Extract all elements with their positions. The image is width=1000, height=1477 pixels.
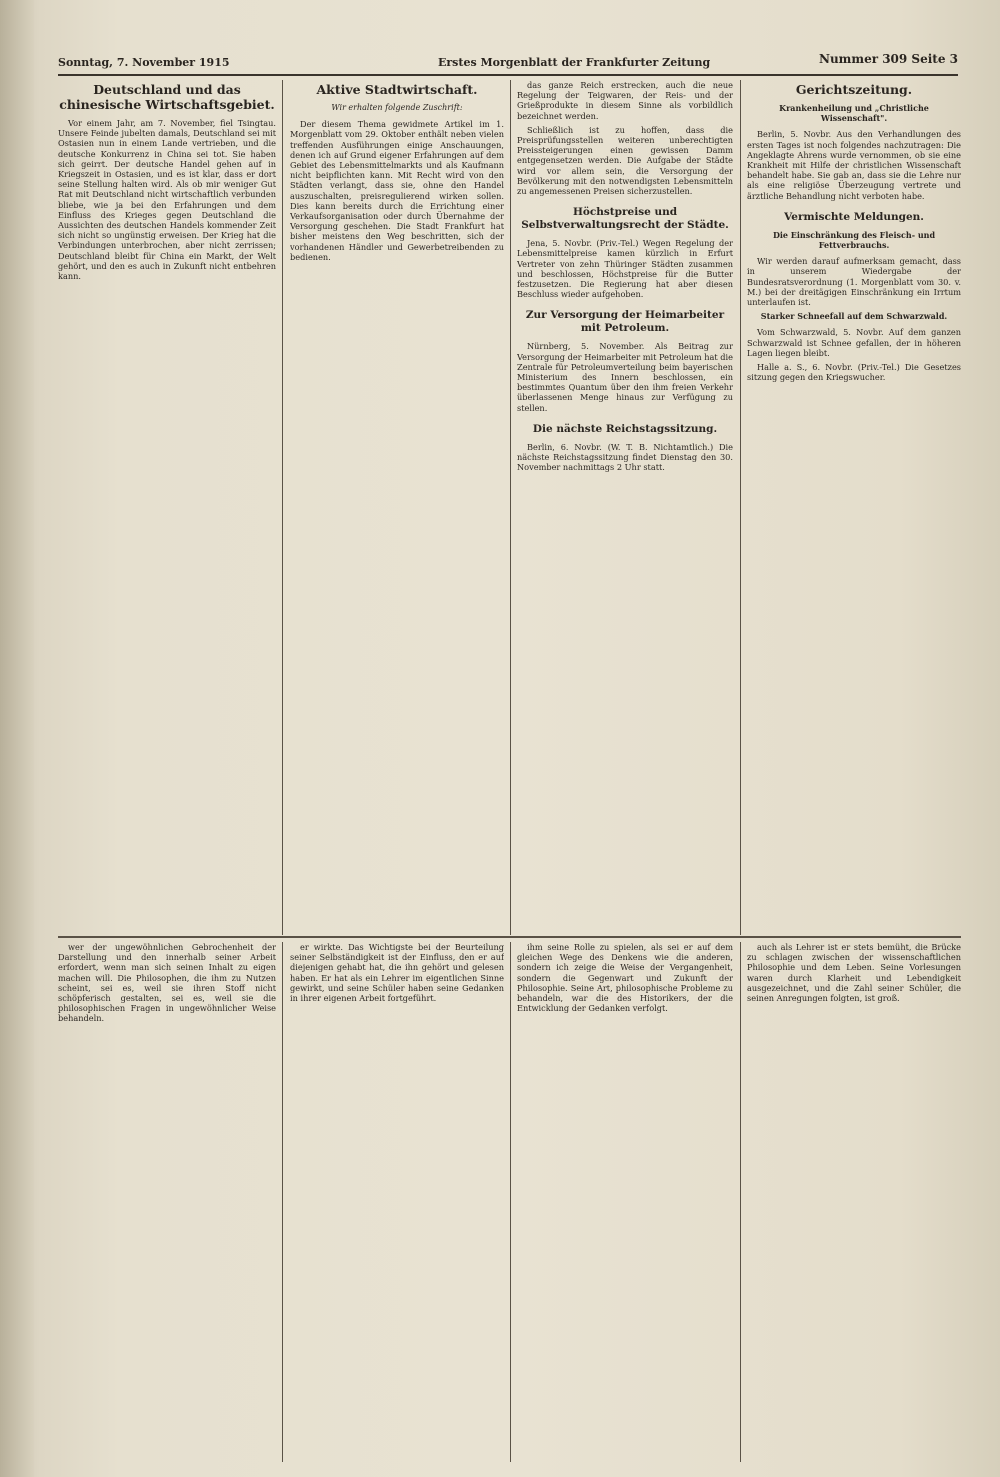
- article-body-hoechstpreise: Jena, 5. Novbr. (Priv.-Tel.) Wegen Regelung der Lebensmittelpreise kamen kürzlich in Erfurt Vertreter von zehn Thüringer Städten zusammen und beschlossen, Höchstpreise für die Butter festzusetzen. Die Regierung hat aber diesen Beschluss wieder aufgehoben.: [517, 238, 733, 300]
- column-rule-1: [282, 80, 283, 935]
- heading-vermischte: Vermischte Meldungen.: [784, 210, 924, 223]
- article-continuation: das ganze Reich erstrecken, auch die neue Regelung der Teigwaren, der Reis- und der Grießprodukte in diesem Sinne als vorbildlich bezeichnet werden.: [517, 80, 733, 121]
- article-title-stadtwirtschaft: Aktive Stadtwirtschaft.: [316, 82, 478, 97]
- feuilleton-rule-1: [282, 942, 283, 1462]
- masthead-date: Sonntag, 7. November 1915: [58, 56, 230, 69]
- article-body-einschraenkung: Wir werden darauf aufmerksam gemacht, dass in unserem Wiedergabe der Bundesratsverordnung (1. Morgenblatt vom 30. v. M.) bei der dreitägigen Einschränkung ein Irrtum unterlaufen ist.: [747, 256, 961, 308]
- heading-reichstag: Die nächste Reichstagssitzung.: [532, 422, 718, 435]
- feuilleton-divider: [58, 936, 961, 938]
- heading-hoechstpreise: Höchstpreise und Selbstverwaltungsrecht der Städte.: [521, 206, 729, 232]
- feuilleton-column-1: [58, 942, 276, 1462]
- masthead-title: Erstes Morgenblatt der Frankfurter Zeitung: [438, 56, 711, 69]
- feuilleton-column-3: [517, 942, 733, 1462]
- feuilleton-text-3: ihm seine Rolle zu spielen, als sei er auf dem gleichen Wege des Denkens wie die anderen, sondern ich zeige die Weise der Vergangenheit, sondern die Gegenwart und Zukunft der Philosophie. Seine Art, philosophische Probleme zu behandeln, war die des Historikers, der die Entwicklung der Gedanken verfolgt.: [517, 942, 733, 1014]
- column-4: [747, 80, 961, 930]
- column-rule-2: [510, 80, 511, 935]
- feuilleton-rule-2: [510, 942, 511, 1462]
- feuilleton-text-1: wer der ungewöhnlichen Gebrochenheit der Darstellung und den innerhalb seiner Arbeit erfordert, wenn man sich seinen Inhalt zu eigen machen will. Die Philosophen, die ihm zu Nutzen scheint, sei es, weil sie ihren Stoff nicht schöpferisch gestalten, sei es, weil sie die philosophischen Fragen in ungewöhnlicher Weise behandeln.: [58, 942, 276, 1024]
- article-body-schneefall: Vom Schwarzwald, 5. Novbr. Auf dem ganzen Schwarzwald ist Schnee gefallen, der in höheren Lagen liegen bleibt.: [747, 327, 961, 358]
- feuilleton-rule-3: [740, 942, 741, 1462]
- heading-petroleum: Zur Versorgung der Heimarbeiter mit Petroleum.: [525, 309, 725, 335]
- feuilleton-column-4: [747, 942, 961, 1462]
- feuilleton-text-2: er wirkte. Das Wichtigste bei der Beurteilung seiner Selbständigkeit ist der Einfluss, den er auf diejenigen gehabt hat, die ihn gehört und gelesen haben. Er hat als ein Lehrer im eigentlichen Sinne gewirkt, und seine Schüler haben seine Gedanken in ihrer eigenen Arbeit fortgeführt.: [290, 942, 504, 1004]
- subheading-einschraenkung: Die Einschränkung des Fleisch- und Fettverbrauchs.: [772, 229, 936, 251]
- column-2: [290, 80, 504, 930]
- subheading-krankenheilung: Krankenheilung und „Christliche Wissenschaft".: [779, 103, 929, 124]
- feuilleton-text-4: auch als Lehrer ist er stets bemüht, die Brücke zu schlagen zwischen der wissenschaftlichen Philosophie und dem Leben. Seine Vorlesungen waren durch Klarheit und Lebendigkeit ausgezeichnet, und die Zahl seiner Schüler, die seinen Anregungen folgten, ist groß.: [747, 942, 961, 1004]
- article-body-reichstag: Berlin, 6. Novbr. (W. T. B. Nichtamtlich.) Die nächste Reichstagssitzung findet Dienstag den 30. November nachmittags 2 Uhr statt.: [517, 441, 733, 473]
- article-body-petroleum: Nürnberg, 5. November. Als Beitrag zur Versorgung der Heimarbeiter mit Petroleum hat die Zentrale für Petroleumverteilung beim bayerischen Ministerium des Innern beschlossen, ein bestimmtes Quantum über den ihm freien Verkehr überlassenen Menge hinaus zur Verfügung zu stellen.: [517, 341, 733, 413]
- subheading-schneefall: Starker Schneefall auf dem Schwarzwald.: [760, 311, 948, 322]
- masthead: [58, 52, 958, 76]
- article-body-stadtwirtschaft: Der diesem Thema gewidmete Artikel im 1. Morgenblatt vom 29. Oktober enthält neben vielen treffenden Ausführungen einige Anschauungen, denen ich auf Grund eigener Erfahrungen auf dem Gebiet des Lebensmittelmarkts und als Kaufmann nicht beipflichten kann. Mit Recht wird von den Städten verlangt, dass sie, ohne den Handel auszuschalten, preisregulierend wirken sollen. Dies kann bereits durch die Errichtung einer Verkaufsorganisation oder durch Übernahme der Versorgung geschehen. Die Stadt Frankfurt hat bisher meistens den Weg beschritten, sich der vorhandenen Händler und Gewerbetreibenden zu bedienen.: [290, 119, 504, 262]
- masthead-page-number: Nummer 309 Seite 3: [818, 52, 958, 66]
- article-title-china: Deutschland und das chinesische Wirtschaftsgebiet.: [59, 82, 275, 112]
- feuilleton-column-2: [290, 942, 504, 1462]
- page-edge-shadow: [0, 0, 34, 1477]
- column-3: [517, 80, 733, 930]
- article-body-preise: Schließlich ist zu hoffen, dass die Preisprüfungsstellen weiteren unberechtigten Preissteigerungen einen gewissen Damm entgegensetzen werden. Die Aufgabe der Städte wird vor allem sein, die Versorgung der Bevölkerung mit den notwendigsten Lebensmitteln zu angemessenen Preisen sicherzustellen.: [517, 124, 733, 197]
- article-body-halle: Halle a. S., 6. Novbr. (Priv.-Tel.) Die Gesetzes sitzung gegen den Kriegswucher.: [747, 362, 961, 383]
- column-rule-3: [740, 80, 741, 935]
- article-body-gericht: Berlin, 5. Novbr. Aus den Verhandlungen des ersten Tages ist noch folgendes nachzutragen: Die Angeklagte Ahrens wurde vernommen, ob sie eine Krankheit mit Hilfe der christlichen Wissenschaft behandelt habe. Sie gab an, dass sie die Lehre nur als eine religiöse Überzeugung vertrete und ärztliche Behandlung nicht verboten habe.: [747, 129, 961, 201]
- article-intro-stadtwirtschaft: Wir erhalten folgende Zuschrift:: [331, 103, 463, 112]
- heading-gerichtszeitung: Gerichtszeitung.: [795, 82, 913, 97]
- column-1: [58, 80, 276, 930]
- article-body-china: Vor einem Jahr, am 7. November, fiel Tsingtau. Unsere Feinde jubelten damals, Deutschland sei mit Ostasien nun in einem Lande vertrieben, und die deutsche Konkurrenz in China sei tot. Sie haben sich geirrt. Der deutsche Handel gehen auf in Kriegszeit in Ostasien, und es ist klar, dass er dort seine Stellung halten wird. Als ob mir weniger Gut Rat mit Deutschland nicht wirtschaftlich verbunden bliebe, wie ja bei den Erfahrungen und dem Einfluss des Krieges gegen Deutschland die Aussichten des deutschen Handels kommender Zeit sich nicht so ungünstig erweisen. Der Krieg hat die Verbindungen unterbrochen, aber nicht zerrissen; Deutschland bleibt für China ein Markt, der Welt gehört, und den es auch in Zukunft nicht entbehren kann.: [58, 118, 276, 282]
